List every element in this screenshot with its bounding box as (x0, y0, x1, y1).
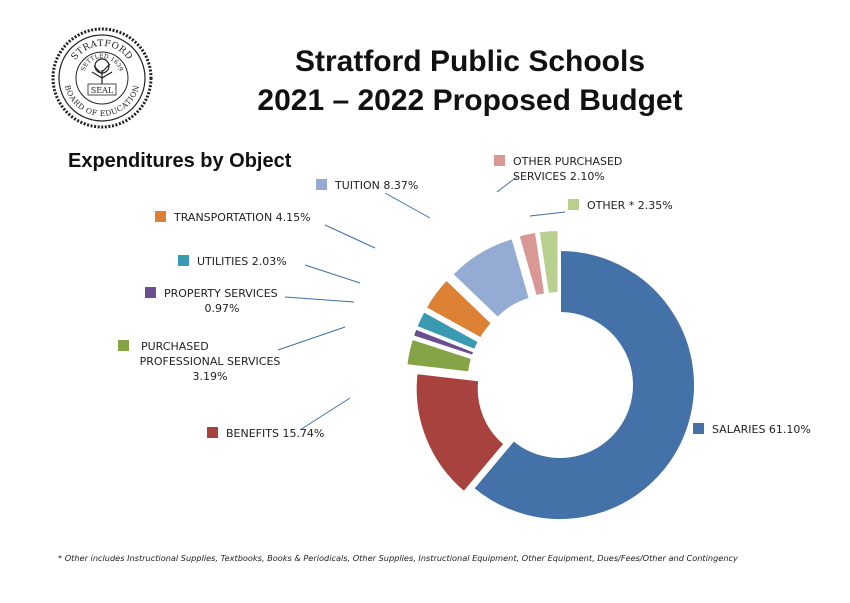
legend-swatch-1 (207, 427, 218, 438)
slice-label-4-line-1: UTILITIES 2.03% (197, 255, 287, 268)
slice-label-2-line-3: 3.19% (192, 370, 228, 383)
page-title-line-2: 2021 – 2022 Proposed Budget (257, 84, 683, 117)
legend-swatch-4 (178, 255, 189, 266)
slice-label-8-line-1: OTHER * 2.35% (587, 199, 673, 212)
seal-top-text: STRATFORD (69, 38, 135, 63)
leader-line-3 (285, 297, 354, 302)
leader-line-2 (278, 327, 345, 350)
leader-line-6 (385, 193, 430, 218)
seal-bottom-text: BOARD OF EDUCATION (62, 83, 142, 119)
leader-line-8 (530, 212, 565, 216)
leader-line-5 (325, 225, 375, 248)
slice-label-2-line-1: PURCHASED (141, 340, 209, 353)
slice-label-3-line-2: 0.97% (204, 302, 240, 315)
legend-swatch-0 (693, 423, 704, 434)
leader-line-1 (300, 398, 350, 430)
seal-center-text: SEAL (90, 86, 114, 95)
slice-label-5-line-1: TRANSPORTATION 4.15% (174, 211, 311, 224)
leader-line-4 (305, 265, 360, 283)
legend-swatch-3 (145, 287, 156, 298)
slice-label-1-line-1: BENEFITS 15.74% (226, 427, 325, 440)
slice-label-3-line-1: PROPERTY SERVICES (164, 287, 278, 300)
legend-swatch-6 (316, 179, 327, 190)
slice-label-7-line-2: SERVICES 2.10% (513, 170, 605, 183)
legend-swatch-2 (118, 340, 129, 351)
legend-swatch-7 (494, 155, 505, 166)
page-title-line-1: Stratford Public Schools (294, 45, 646, 78)
board-seal-logo (53, 29, 151, 127)
slice-label-0-line-1: SALARIES 61.10% (712, 423, 811, 436)
footnote: * Other includes Instructional Supplies, Textbooks, Books & Periodicals, Other Supplies, Instructional Equipment, Other Equipment, Dues/Fees/Other and Contingency (58, 553, 738, 563)
chart-title: Expenditures by Object (68, 150, 292, 172)
seal-settled-text: SETTLED 1639 (79, 52, 125, 73)
svg-text:SETTLED 1639 (80, 53, 124, 72)
slice-label-6-line-1: TUITION 8.37% (335, 179, 419, 192)
slice-label-7-line-1: OTHER PURCHASED (513, 155, 623, 168)
legend-swatch-8 (568, 199, 579, 210)
legend-swatch-5 (155, 211, 166, 222)
slice-label-2-line-2: PROFESSIONAL SERVICES (139, 355, 281, 368)
